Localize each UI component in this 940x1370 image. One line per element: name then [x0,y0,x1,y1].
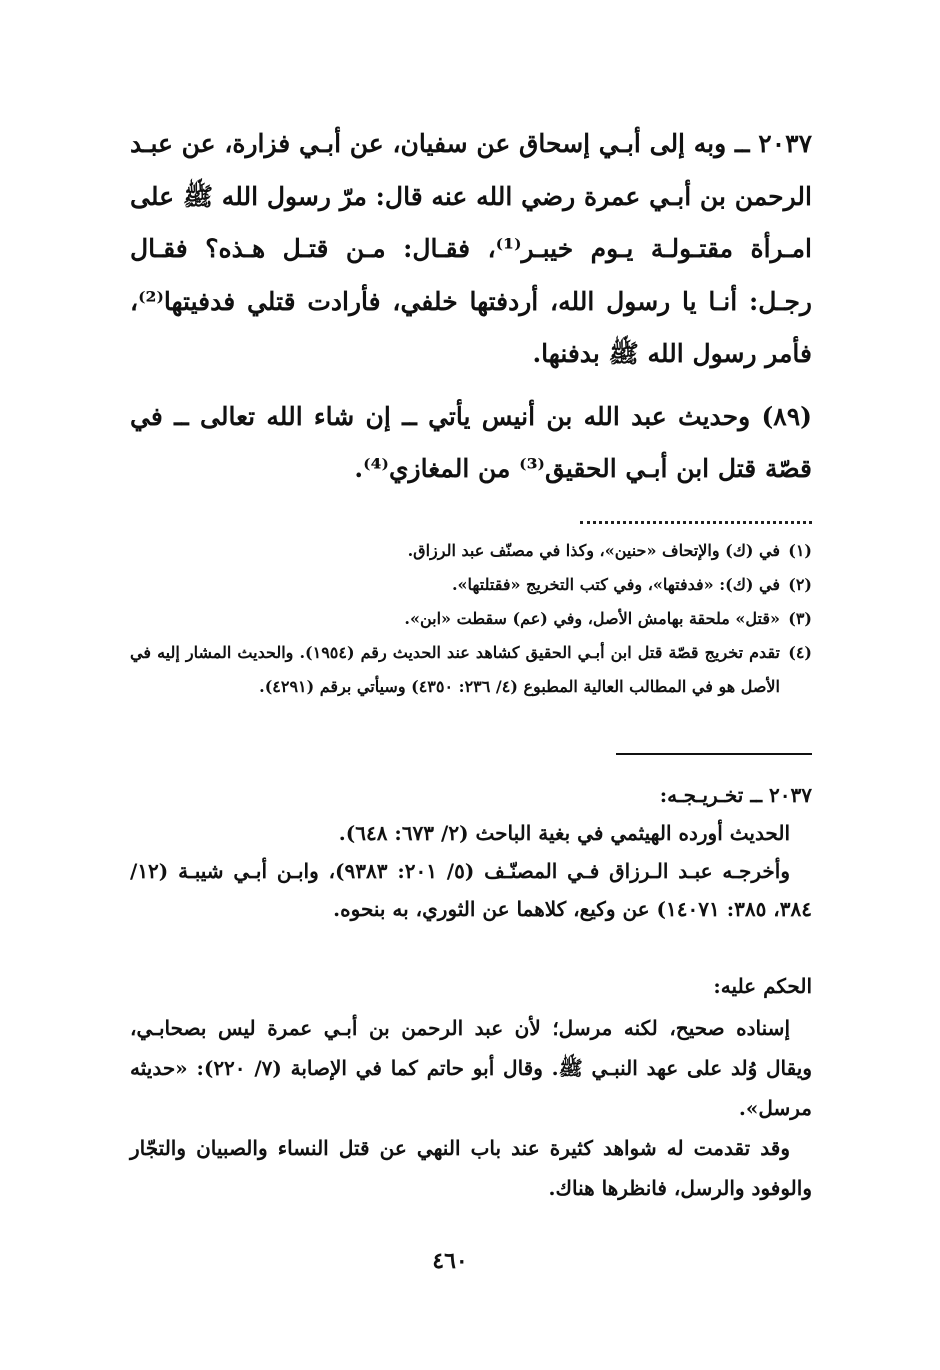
hukm-line: وقد تقدمت له شواهد كثيرة عند باب النهي عن قتل النساء والصبيان والتجّار والوفود والرسل، فانظرها هناك. [130,1136,812,1200]
hukm-heading: الحكم عليه: [713,974,812,998]
footnote-number: (٣) [788,609,812,628]
footnote-text: «قتل» ملحقة بهامش الأصل، وفي (عم) سقطت «ابن». [404,609,780,628]
takhrij-section [130,776,812,928]
footnote-item [130,602,812,636]
footnote-number: (١) [788,541,812,560]
footnote-item [130,534,812,568]
footnote-text: في (ك): «فدفتها»، وفي كتب التخريج «فقتلتها». [451,575,780,594]
footnote-number: (٢) [788,575,812,594]
takhrij-heading: ٢٠٣٧ ــ تخـريـجـه: [659,783,812,807]
hukm-section [130,966,812,1208]
takhrij-line: وأخرجـه عبـد الـرزاق فـي المصنّـف (٥/ ٢٠١: ٩٣٨٣)، وابـن أبـي شيبـة (١٢/ ٣٨٤، ٣٨٥: ١٤٠٧١) عن وكيع، كلاهما عن الثوري، به بنحوه. [130,859,812,921]
footnotes [130,534,812,704]
section-divider [616,753,812,755]
main-text [130,118,812,496]
footnote-item [130,636,812,704]
footnote-text: تقدم تخريج قصّة قتل ابن أبـي الحقيق كشاهد عند الحديث رقم (١٩٥٤). والحديث المشار إليه في الأصل هو في المطالب العالية المطبوع (٤/ ٢٣٦: ٤٣٥٠) وسيأتي برقم (٤٢٩١). [130,643,781,696]
reference-paragraph: (٨٩) وحديث عبد الله بن أنيس يأتي ــ إن شاء الله تعالى ــ في قصّة قتل ابن أبـي الحقيق⁽³⁾ من المغازي⁽⁴⁾. [130,401,812,483]
footnote-number: (٤) [788,643,812,662]
hadith-paragraph: ٢٠٣٧ ــ وبه إلى أبـي إسحاق عن سفيان، عن أبـي فزارة، عن عبـد الرحمن بن أبـي عمرة رضي الله عنه قال: مرّ رسول الله ﷺ على امـرأة مقتـولـة يـوم خيبـر⁽¹⁾، فقـال: مـن قتـل هـذه؟ فقـال رجـل: أنـا يا رسول الله، أردفتها خلفي، فأرادت قتلي فدفيتها⁽²⁾، فأمر رسول الله ﷺ بدفنها. [130,129,812,368]
footnote-text: في (ك) والإتحاف «حنين»، وكذا في مصنّف عبد الرزاق. [407,541,780,560]
footnote-item [130,568,812,602]
hukm-line: إسناده صحيح، لكنه مرسل؛ لأن عبد الرحمن بن أبـي عمرة ليس بصحابـي، ويقال وُلد على عهد النبـي ﷺ. وقال أبو حاتم كما في الإصابة (٧/ ٢٢٠): «حديثه مرسل». [130,1016,812,1120]
page-number: ٤٦٠ [432,1248,468,1274]
takhrij-line: الحديث أورده الهيثمي في بغية الباحث (٢/ ٦٧٣: ٦٤٨). [338,821,790,845]
footnote-separator [580,517,812,524]
